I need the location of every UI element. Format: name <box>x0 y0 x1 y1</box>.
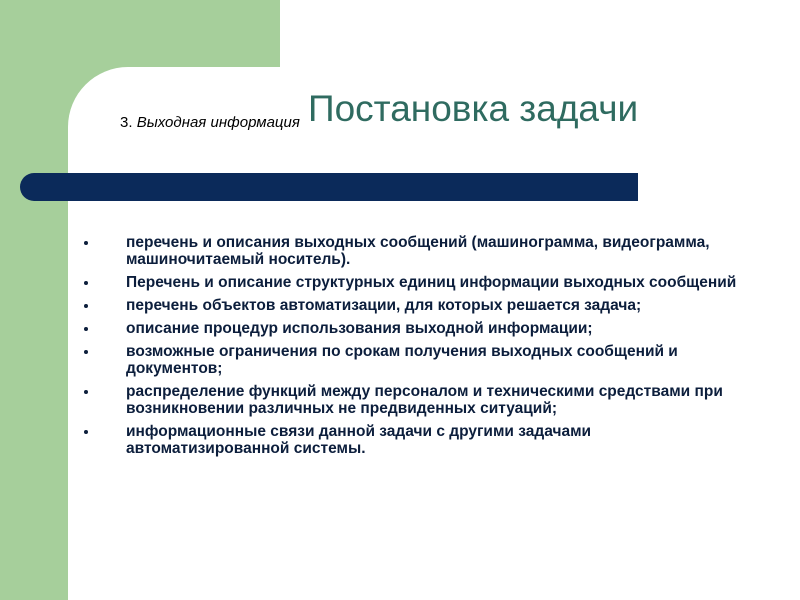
bullet-icon <box>84 350 88 354</box>
slide-title: Постановка задачи <box>308 88 639 129</box>
list-item-text: возможные ограничения по срокам получения выходных сообщений и документов; <box>126 343 678 377</box>
subtitle-text: Выходная информация <box>136 114 300 131</box>
list-item <box>78 423 738 457</box>
list-item-text: Перечень и описание структурных единиц информации выходных сообщений <box>126 274 737 291</box>
subtitle-number: 3. <box>120 114 133 131</box>
bullet-icon <box>84 430 88 434</box>
list-item-text: перечень объектов автоматизации, для которых решается задача; <box>126 297 642 314</box>
bullet-icon <box>84 281 88 285</box>
bullet-icon <box>84 241 88 245</box>
divider-bar <box>20 173 638 201</box>
list-item <box>78 234 738 268</box>
list-item-text: перечень и описания выходных сообщений (машинограмма, видеограмма, машиночитаемый носитель). <box>126 234 710 268</box>
list-item <box>78 383 738 417</box>
list-item <box>78 274 738 291</box>
list-item <box>78 320 738 337</box>
bullet-icon <box>84 390 88 394</box>
list-item <box>78 297 738 314</box>
bullet-icon <box>84 304 88 308</box>
bullet-icon <box>84 327 88 331</box>
list-item-text: информационные связи данной задачи с другими задачами автоматизированной системы. <box>126 423 592 457</box>
green-top-band <box>68 0 280 67</box>
green-sidebar <box>0 0 68 600</box>
slide-subtitle <box>120 114 300 131</box>
list-item-text: распределение функций между персоналом и техническими средствами при возникновении различных не предвиденных ситуаций; <box>126 383 723 417</box>
list-item-text: описание процедур использования выходной информации; <box>126 320 593 337</box>
list-item <box>78 343 738 377</box>
bullet-list <box>78 234 738 463</box>
